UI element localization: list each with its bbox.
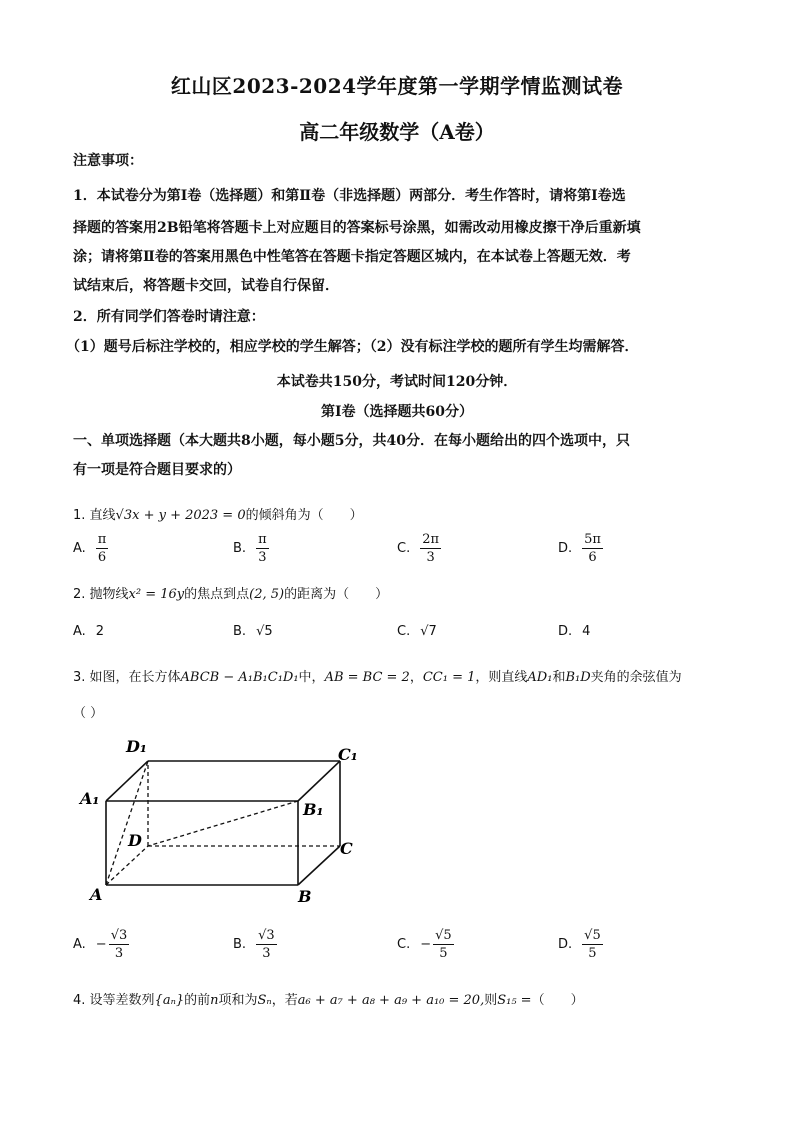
label-b1: B₁	[303, 800, 324, 819]
q3-option-d-num: √5	[584, 928, 601, 943]
cuboid-figure	[70, 730, 370, 910]
q2-expression: x² = 16y	[128, 587, 185, 602]
q4-sn: Sₙ	[257, 993, 272, 1008]
q3-option-c-num: √5	[435, 928, 452, 943]
q2-option-b	[233, 624, 273, 639]
notes-item1-line2: 择题的答案用2B铅笔将答题卡上对应题目的答案标号涂黑，如需改动用橡皮擦干净后重新填	[73, 220, 641, 236]
q1-option-a-label: A.	[73, 541, 86, 556]
section1-line2: 有一项是符合题目要求的）	[73, 462, 241, 478]
question-1	[73, 504, 733, 523]
q2-suffix: 的距离为（ ）	[284, 587, 389, 602]
q3-option-a-sign: −	[95, 937, 107, 952]
label-c: C	[340, 839, 353, 858]
notes-heading: 注意事项：	[73, 153, 143, 169]
q1-option-c-den: 3	[426, 550, 435, 565]
q1-option-d-num: 5π	[584, 532, 601, 547]
label-a1: A₁	[80, 789, 100, 808]
label-b: B	[298, 887, 312, 906]
q2-option-c-label: C.	[397, 624, 411, 639]
exam-title: 红山区2023-2024学年度第一学期学情监测试卷	[170, 74, 624, 98]
q1-option-a-den: 6	[97, 550, 107, 565]
edge-a-d	[106, 846, 148, 885]
q3-option-b-frac	[256, 928, 277, 961]
label-c1: C₁	[338, 745, 358, 764]
q1-option-a	[73, 532, 108, 565]
q3-option-b-num: √3	[258, 928, 275, 943]
q3-paren: （ ）	[73, 706, 104, 721]
q1-option-b-label: B.	[233, 541, 247, 556]
q2-option-a	[73, 624, 104, 639]
q4-middle3: ，若	[271, 993, 298, 1008]
notes-item2-sub: （1）题号后标注学校的，相应学校的学生解答；（2）没有标注学校的题所有学生均需解答．	[66, 339, 639, 355]
notes-item1-line1: 1．本试卷分为第Ⅰ卷（选择题）和第Ⅱ卷（非选择题）两部分．考生作答时，请将第Ⅰ卷选	[73, 188, 626, 204]
q3-line1: AD₁	[527, 670, 553, 685]
q4-middle1: 的前	[184, 993, 211, 1008]
q3-option-c-frac	[433, 928, 454, 961]
q2-option-d	[558, 624, 590, 639]
q2-option-d-value: 4	[582, 624, 591, 639]
q3-option-d-label: D.	[558, 937, 573, 952]
q2-option-c	[397, 624, 437, 639]
q3-text-d: 夹角的余弦值为	[590, 670, 682, 685]
q3-sep: ，	[409, 670, 423, 685]
q2-option-d-label: D.	[558, 624, 573, 639]
q3-line2: B₁D	[565, 670, 591, 685]
q1-option-c-num: 2π	[422, 532, 440, 547]
q4-middle4: 则	[484, 993, 498, 1008]
q3-option-c	[397, 928, 454, 961]
exam-subtitle: 高二年级数学（A卷）	[299, 120, 495, 144]
q3-text-b: 中，	[298, 670, 325, 685]
q3-option-d-den: 5	[588, 946, 597, 961]
notes-item1-line4: 试结束后，将答题卡交回，试卷自行保留．	[73, 278, 339, 294]
q1-option-d-label: D.	[558, 541, 573, 556]
q4-target: S₁₅ =	[497, 993, 532, 1008]
q3-option-a-den: 3	[114, 946, 124, 961]
edge-a1-d1	[106, 761, 148, 801]
notes-item1-line3: 涂；请将第Ⅱ卷的答案用黑色中性笔答在答题卡指定答题区城内，在本试卷上答题无效．考	[73, 249, 631, 265]
part1-heading: 第Ⅰ卷（选择题共60分）	[320, 404, 474, 420]
q4-sequence: {aₙ}	[154, 993, 185, 1008]
q3-option-a	[73, 928, 129, 961]
q2-option-c-value: √7	[420, 624, 437, 639]
q1-option-a-num: π	[97, 532, 107, 547]
q2-middle: 的焦点到点	[184, 587, 250, 602]
q4-n: n	[210, 993, 219, 1008]
q2-option-a-label: A.	[73, 624, 86, 639]
q1-option-d-den: 6	[588, 550, 597, 565]
edge-b1-c1	[298, 761, 340, 801]
q3-option-a-frac	[109, 928, 130, 961]
edge-b-c	[298, 846, 340, 885]
q1-expression: √3x + y + 2023 = 0	[115, 508, 246, 523]
q4-middle2: 项和为	[218, 993, 258, 1008]
q3-cond1: AB = BC = 2	[324, 670, 410, 685]
diag-b1-d	[148, 801, 298, 846]
question-3	[73, 666, 733, 685]
section1-line1: 一、单项选择题（本大题共8小题，每小题5分，共40分．在每小题给出的四个选项中，只	[73, 433, 630, 449]
q1-option-b	[233, 532, 269, 565]
q4-condition: a₆ + a₇ + a₈ + a₉ + a₁₀ = 20,	[297, 993, 485, 1008]
q1-option-a-frac	[96, 532, 109, 565]
q1-prefix: 1. 直线	[73, 508, 116, 523]
q3-option-c-label: C.	[397, 937, 411, 952]
notes-item2: 2．所有同学们答卷时请注意：	[73, 309, 265, 325]
q3-text-a: 3. 如图，在长方体	[73, 670, 181, 685]
q1-option-d-frac	[582, 532, 603, 565]
q4-prefix: 4. 设等差数列	[73, 993, 155, 1008]
q3-option-c-den: 5	[439, 946, 448, 961]
q3-text-c: ，则直线	[475, 670, 528, 685]
q3-option-d-frac	[582, 928, 603, 961]
q1-suffix: 的倾斜角为（ ）	[245, 508, 363, 523]
q2-option-a-value: 2	[95, 624, 105, 639]
q1-option-c-label: C.	[397, 541, 411, 556]
q3-option-b-den: 3	[262, 946, 271, 961]
q2-point: (2, 5)	[249, 587, 285, 602]
q4-suffix: （ ）	[531, 993, 584, 1008]
q3-and: 和	[552, 670, 566, 685]
q1-option-b-num: π	[258, 532, 267, 547]
q3-solid: ABCB − A₁B₁C₁D₁	[180, 670, 299, 685]
question-2	[73, 583, 733, 602]
q3-cond2: CC₁ = 1	[422, 670, 476, 685]
q1-option-b-frac	[256, 532, 269, 565]
q1-option-b-den: 3	[258, 550, 267, 565]
diag-a-d1	[106, 761, 148, 885]
q1-option-d	[558, 532, 603, 565]
q2-prefix: 2. 抛物线	[73, 587, 129, 602]
label-d: D	[128, 831, 142, 850]
q1-option-c-frac	[420, 532, 441, 565]
question-4	[73, 989, 733, 1008]
q2-option-b-value: √5	[256, 624, 273, 639]
q3-option-b	[233, 928, 277, 961]
q1-option-c	[397, 532, 441, 565]
q2-option-b-label: B.	[233, 624, 247, 639]
q3-option-d	[558, 928, 603, 961]
q3-option-b-label: B.	[233, 937, 247, 952]
q3-option-a-num: √3	[110, 928, 128, 943]
score-time: 本试卷共150分，考试时间120分钟．	[276, 374, 518, 390]
label-d1: D₁	[126, 737, 147, 756]
q3-option-a-label: A.	[73, 937, 86, 952]
label-a: A	[90, 885, 103, 904]
q3-option-c-sign: −	[420, 937, 432, 952]
